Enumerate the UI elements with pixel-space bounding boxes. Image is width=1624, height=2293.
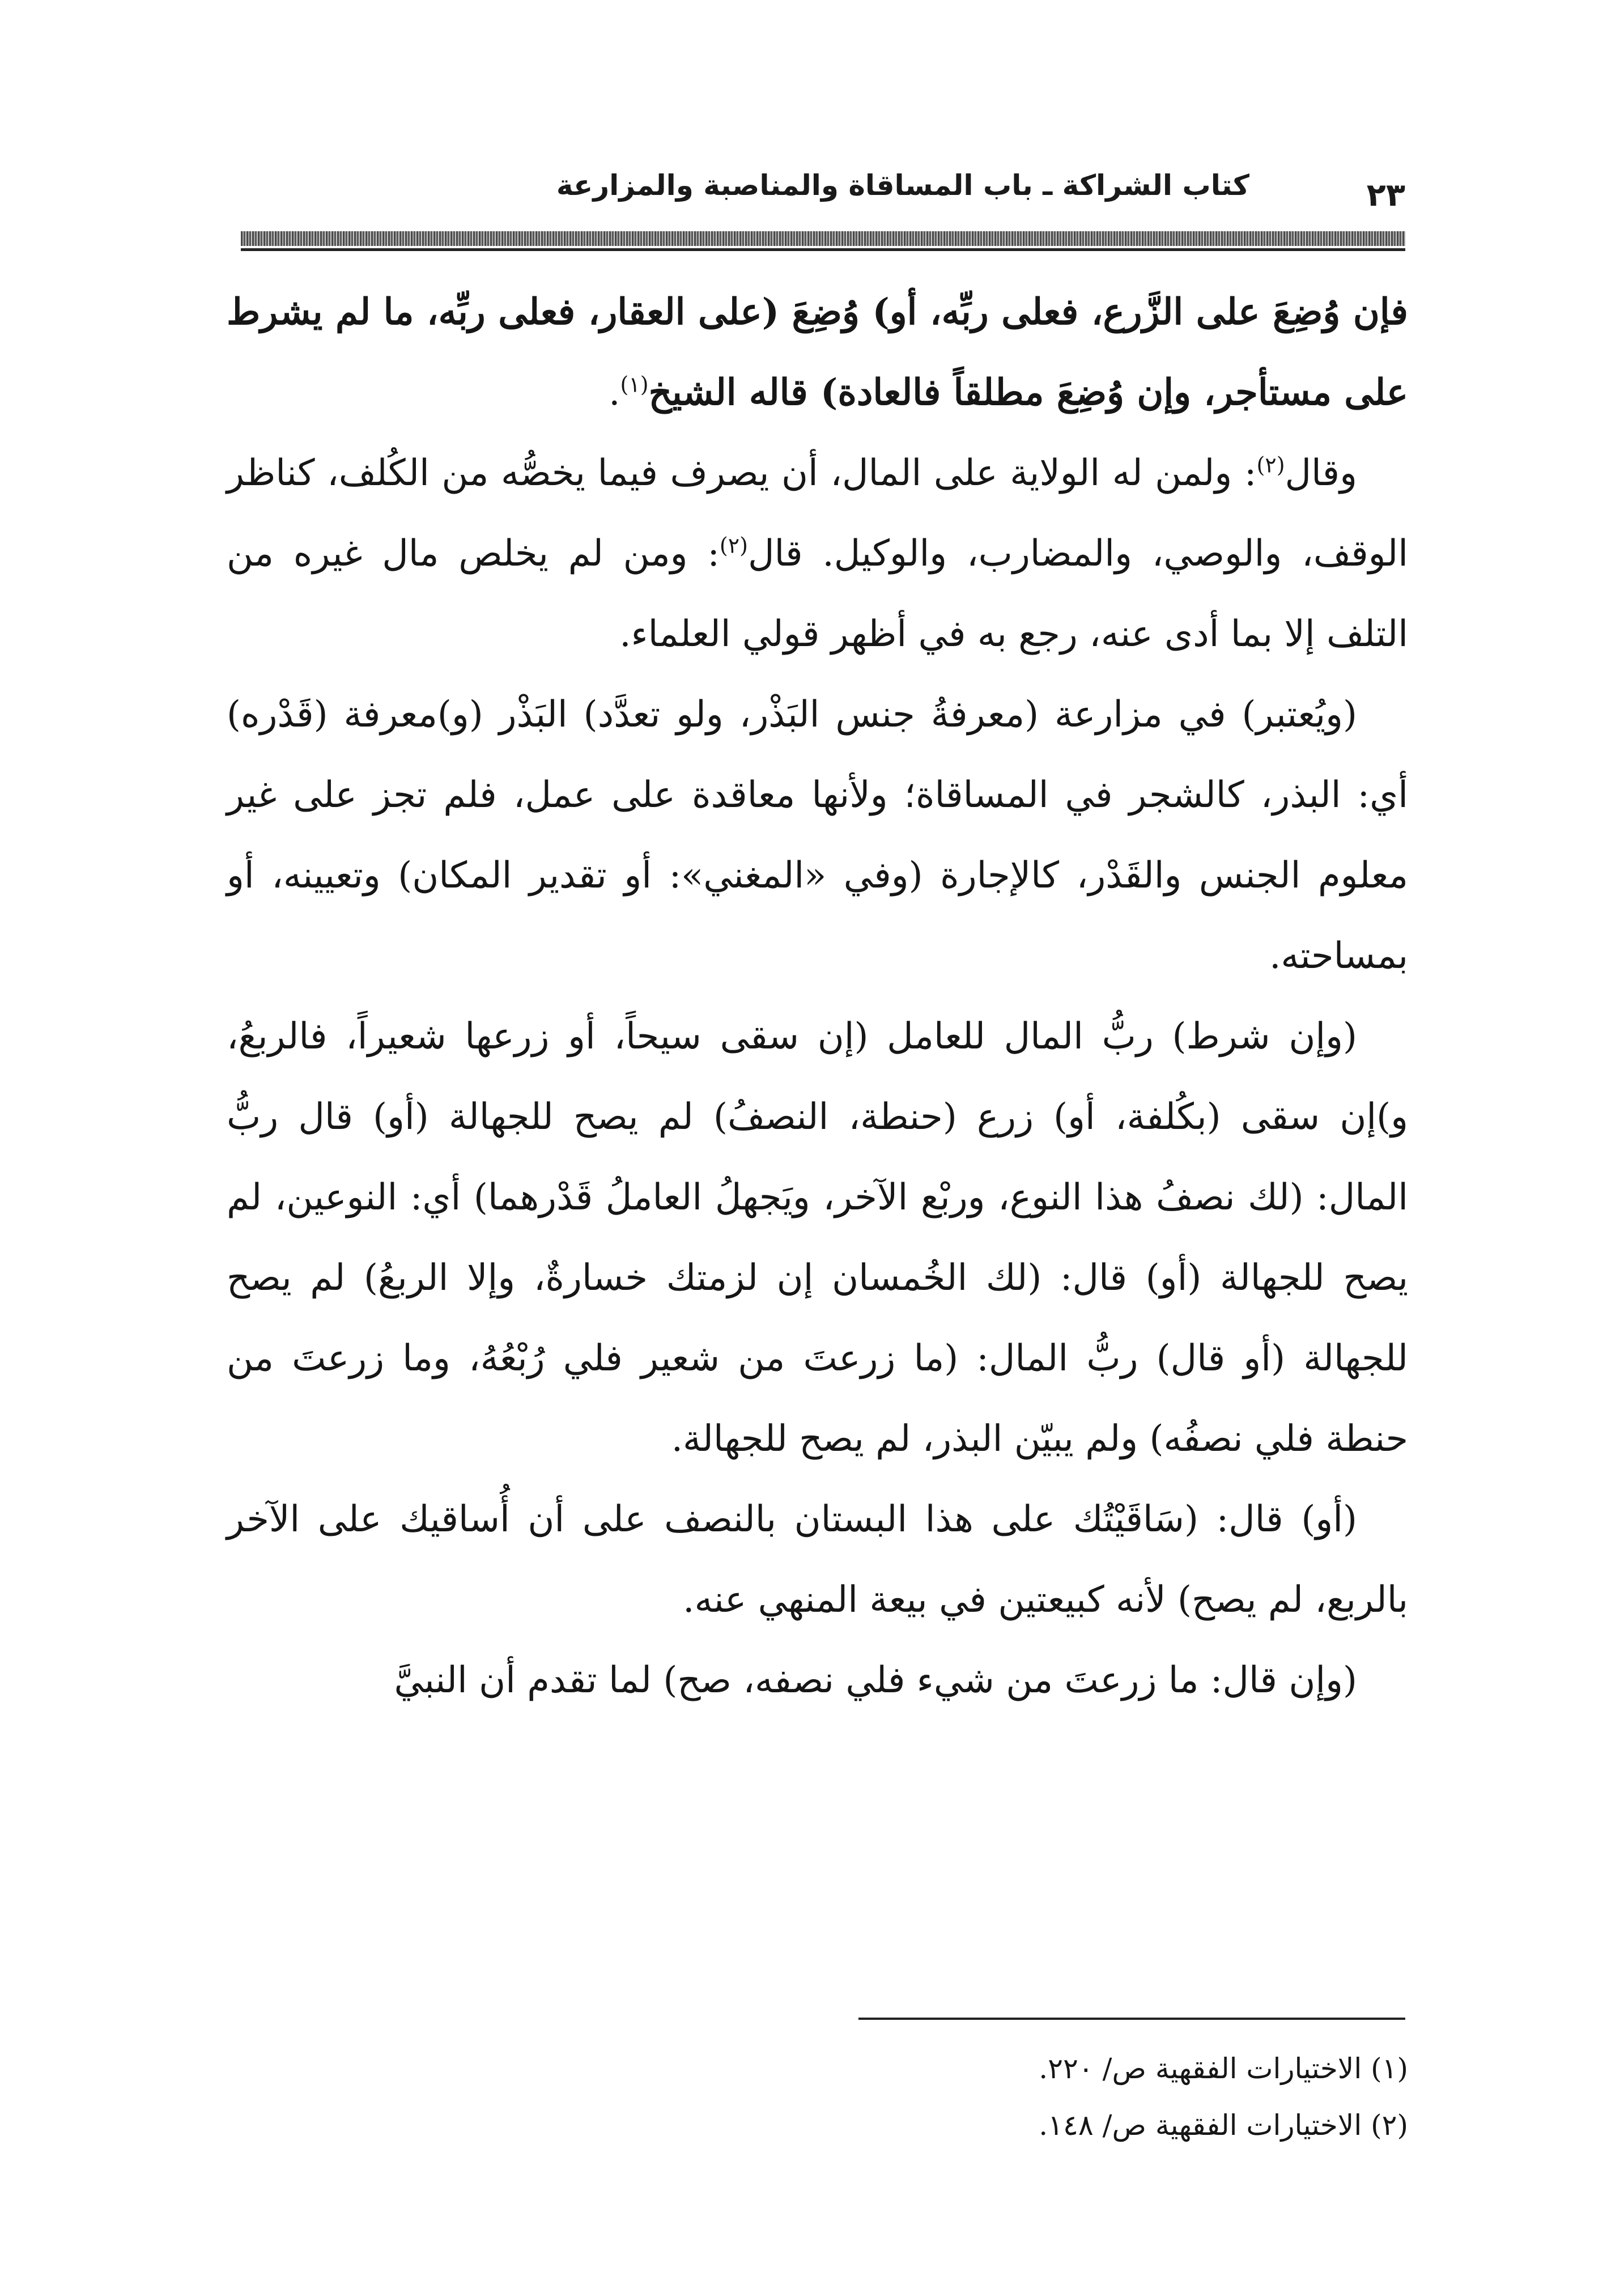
paragraph — [227, 674, 1408, 996]
text-run: (وإن قال: ما زرعتَ من شيء فلي نصفه، صح) لما تقدم أن النبيَّ — [394, 1659, 1357, 1701]
running-header — [241, 159, 1405, 221]
footnote-2: (٢) الاختيارات الفقهية ص/ ١٤٨. — [1039, 2109, 1408, 2142]
footnotes — [680, 2040, 1408, 2154]
page-number: ٢٣ — [1366, 177, 1405, 214]
header-ornamental-rule — [241, 231, 1405, 246]
paragraph — [227, 1640, 1408, 1721]
text-run: وقال — [1285, 452, 1358, 494]
footnote-ref: (٢) — [719, 533, 748, 558]
main-text — [227, 272, 1408, 1721]
paragraph — [227, 272, 1408, 433]
footnote-ref: (١) — [620, 372, 649, 397]
header-title: كتاب الشراكة ـ باب المساقاة والمناصبة والمزارعة — [556, 169, 1249, 202]
text-run: : ولمن له الولاية على المال، أن يصرف فيما يخصُّه من الكُلف، كناظر الوقف، والوصي، والمضارب، والوكيل. قال — [227, 452, 1409, 575]
paragraph — [227, 1479, 1408, 1640]
text-run: فإن وُضِعَ على الزَّرع، فعلى ربِّه، أو) وُضِعَ (على العقار، فعلى ربِّه، ما لم يشرط على مستأجر، وإن وُضِعَ مطلقاً فالعادة) قاله الشيخ — [227, 291, 1408, 414]
footnote-ref: (٢) — [1256, 452, 1285, 478]
paragraph — [227, 433, 1408, 674]
text-run: (ويُعتبر) في مزارعة (معرفةُ جنس البَذْر، ولو تعدَّد) البَذْر (و)معرفة (قَدْره) أي: البذر، كالشجر في المساقاة؛ ولأنها معاقدة على عمل، فلم تجز على غير معلوم الجنس والقَدْر، كالإجارة (وفي «المغني»: أو تقدير المكان) وتعيينه، أو بمساحته. — [227, 694, 1408, 977]
text-run: (وإن شرط) ربُّ المال للعامل (إن سقى سيحاً، أو زرعها شعيراً، فالربعُ، و)إن سقى (بكُلفة، أو) زرع (حنطة، النصفُ) لم يصح للجهالة (أو) قال ربُّ المال: (لك نصفُ هذا النوع، وربْع الآخر، ويَجهلُ العاملُ قَدْرهما) أي: النوعين، لم يصح للجهالة (أو) قال: (لك الخُمسان إن لزمتك خسارةٌ، وإلا الربعُ) لم يصح للجهالة (أو قال) ربُّ المال: (ما زرعتَ من شعير فلي رُبْعُهُ، وما زرعتَ من حنطة فلي نصفُه) ولم يبيّن البذر، لم يصح للجهالة. — [227, 1016, 1409, 1460]
paragraph — [227, 996, 1408, 1479]
footnote-separator — [858, 2018, 1405, 2020]
footnote-1: (١) الاختيارات الفقهية ص/ ٢٢٠. — [1039, 2052, 1408, 2085]
header-rule-line — [241, 248, 1405, 251]
text-run: (أو) قال: (سَاقَيْتُك على هذا البستان بالنصف على أن أُساقيك على الآخر بالربع، لم يصح) لأنه كبيعتين في بيعة المنهي عنه. — [227, 1498, 1408, 1621]
text-run: : ومن لم يخلص مال غيره من التلف إلا بما أدى عنه، رجع به في أظهر قولي العلماء. — [227, 533, 1408, 655]
text-run: . — [609, 372, 620, 414]
